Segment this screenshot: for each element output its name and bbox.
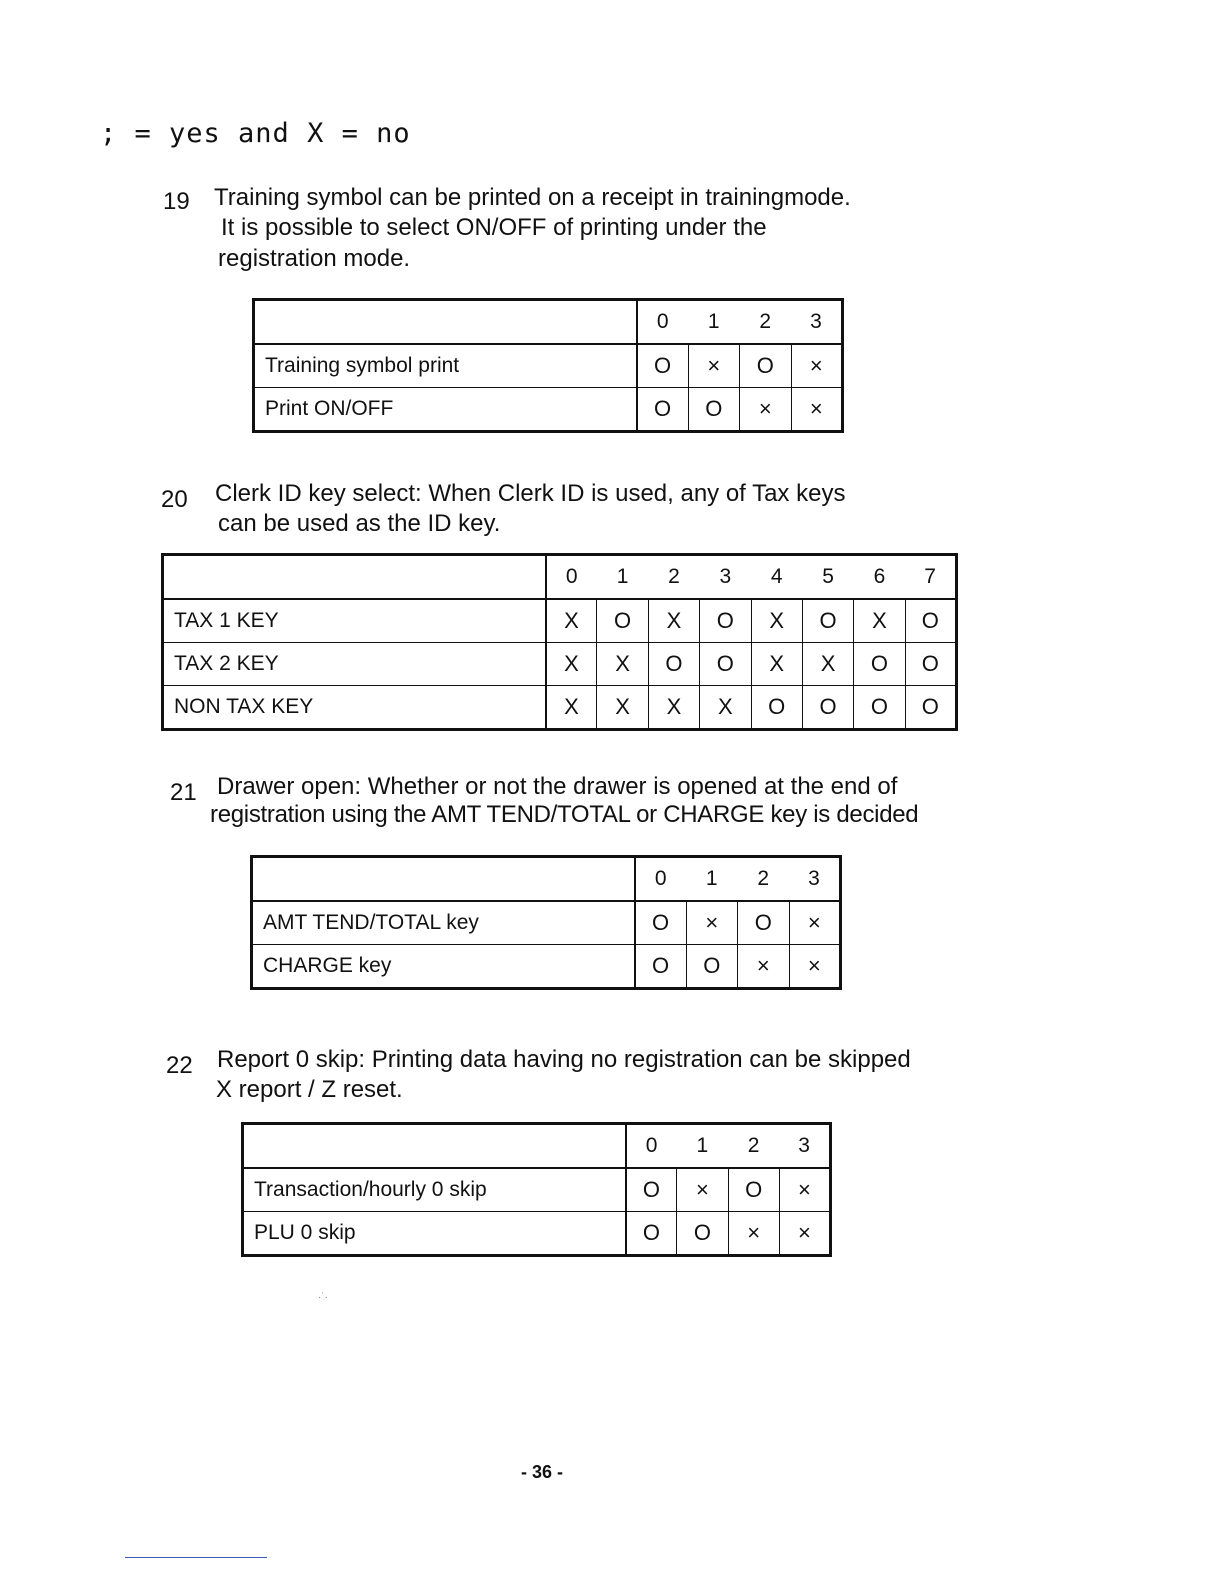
section-22-line-1: Report 0 skip: Printing data having no registration can be skipped	[217, 1046, 911, 1073]
row-label: TAX 1 KEY	[163, 599, 546, 643]
row-label: NON TAX KEY	[163, 686, 546, 730]
value-cell: O	[626, 1212, 677, 1256]
table-row	[243, 1212, 831, 1256]
value-cell: X	[700, 686, 751, 730]
section-21-line-1: Drawer open: Whether or not the drawer is opened at the end of	[217, 773, 898, 800]
section-20-table	[161, 553, 958, 731]
table-row	[163, 599, 957, 643]
table-row	[252, 945, 841, 989]
column-header: 3	[789, 857, 841, 902]
row-label: TAX 2 KEY	[163, 643, 546, 686]
value-cell: X	[597, 686, 648, 730]
section-19-line-3: registration mode.	[218, 245, 411, 272]
table-row	[243, 1168, 831, 1212]
value-cell: X	[854, 599, 905, 643]
value-cell: X	[751, 599, 802, 643]
row-label: AMT TEND/TOTAL key	[252, 901, 635, 945]
section-22-line-2: X report / Z reset.	[216, 1076, 403, 1103]
page-number: - 36 -	[520, 1462, 563, 1482]
column-header: 0	[637, 300, 689, 345]
column-header: 7	[905, 555, 956, 600]
column-header: 2	[740, 300, 792, 345]
value-cell: X	[648, 686, 699, 730]
row-label: Print ON/OFF	[254, 388, 637, 432]
section-22-number: 22	[166, 1052, 193, 1079]
column-header: 3	[779, 1124, 830, 1169]
column-header: 0	[546, 555, 597, 600]
section-20-line-1: Clerk ID key select: When Clerk ID is used, any of Tax keys	[215, 480, 846, 507]
value-cell: O	[905, 643, 956, 686]
header-label-cell	[252, 857, 635, 902]
value-cell: ×	[686, 901, 738, 945]
section-20-line-2: can be used as the ID key.	[218, 510, 501, 537]
value-cell: X	[648, 599, 699, 643]
column-header: 1	[677, 1124, 728, 1169]
table-header-row	[243, 1124, 831, 1169]
table-header-row	[252, 857, 841, 902]
section-21-number: 21	[170, 779, 197, 806]
row-label: PLU 0 skip	[243, 1212, 626, 1256]
value-cell: O	[905, 599, 956, 643]
header-label-cell	[163, 555, 546, 600]
value-cell: ×	[740, 388, 792, 432]
row-label: Training symbol print	[254, 344, 637, 388]
value-cell: O	[626, 1168, 677, 1212]
value-cell: O	[905, 686, 956, 730]
header-label-cell	[243, 1124, 626, 1169]
column-header: 2	[648, 555, 699, 600]
bottom-rule	[125, 1557, 267, 1558]
table-header-row	[163, 555, 957, 600]
header-label-cell	[254, 300, 637, 345]
table-row	[254, 388, 843, 432]
value-cell: X	[546, 686, 597, 730]
value-cell: ×	[789, 901, 841, 945]
column-header: 3	[700, 555, 751, 600]
value-cell: O	[740, 344, 792, 388]
column-header: 6	[854, 555, 905, 600]
value-cell: O	[700, 599, 751, 643]
section-21-line-2: registration using the AMT TEND/TOTAL or CHARGE key is decided	[210, 801, 919, 828]
value-cell: O	[802, 599, 853, 643]
row-label: CHARGE key	[252, 945, 635, 989]
section-19-line-1: Training symbol can be printed on a receipt in trainingmode.	[214, 184, 851, 211]
value-cell: ×	[738, 945, 790, 989]
value-cell: ×	[688, 344, 740, 388]
value-cell: O	[700, 643, 751, 686]
value-cell: O	[635, 901, 687, 945]
column-header: 1	[597, 555, 648, 600]
value-cell: X	[546, 599, 597, 643]
legend: ; = yes and X = no	[100, 118, 411, 149]
section-22-table	[241, 1122, 832, 1257]
value-cell: X	[802, 643, 853, 686]
value-cell: ×	[789, 945, 841, 989]
value-cell: X	[597, 643, 648, 686]
column-header: 1	[686, 857, 738, 902]
value-cell: ×	[677, 1168, 728, 1212]
value-cell: X	[751, 643, 802, 686]
value-cell: O	[637, 344, 689, 388]
column-header: 4	[751, 555, 802, 600]
value-cell: ×	[728, 1212, 779, 1256]
value-cell: ×	[779, 1168, 830, 1212]
value-cell: ×	[791, 388, 843, 432]
table-row	[163, 686, 957, 730]
column-header: 5	[802, 555, 853, 600]
table-row	[254, 344, 843, 388]
value-cell: ×	[791, 344, 843, 388]
table-header-row	[254, 300, 843, 345]
value-cell: X	[546, 643, 597, 686]
column-header: 1	[688, 300, 740, 345]
column-header: 3	[791, 300, 843, 345]
value-cell: O	[688, 388, 740, 432]
section-19-table	[252, 298, 844, 433]
value-cell: O	[802, 686, 853, 730]
value-cell: O	[677, 1212, 728, 1256]
section-21-table	[250, 855, 842, 990]
value-cell: O	[738, 901, 790, 945]
table-row	[163, 643, 957, 686]
value-cell: O	[854, 643, 905, 686]
section-19-line-2: It is possible to select ON/OFF of printing under the	[221, 214, 767, 241]
value-cell: ×	[779, 1212, 830, 1256]
column-header: 2	[728, 1124, 779, 1169]
value-cell: O	[854, 686, 905, 730]
column-header: 2	[738, 857, 790, 902]
column-header: 0	[635, 857, 687, 902]
scan-speck: ·˙·	[318, 1292, 328, 1303]
value-cell: O	[648, 643, 699, 686]
section-19-number: 19	[163, 188, 190, 215]
value-cell: O	[635, 945, 687, 989]
value-cell: O	[728, 1168, 779, 1212]
value-cell: O	[637, 388, 689, 432]
value-cell: O	[686, 945, 738, 989]
row-label: Transaction/hourly 0 skip	[243, 1168, 626, 1212]
table-row	[252, 901, 841, 945]
section-20-number: 20	[161, 486, 188, 513]
value-cell: O	[597, 599, 648, 643]
column-header: 0	[626, 1124, 677, 1169]
value-cell: O	[751, 686, 802, 730]
